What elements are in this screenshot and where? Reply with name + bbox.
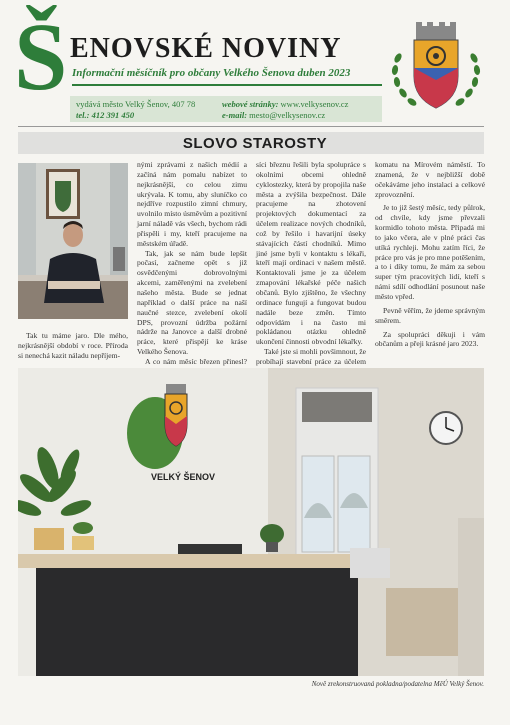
masthead-rule: [72, 84, 382, 86]
mayor-photo: [18, 163, 128, 319]
paragraph: Také jste si mohli povšimnout, že probíhají stavební práce za účelem: [256, 347, 366, 366]
article-column-3: [256, 160, 366, 377]
paragraph: komatu na Mírovém náměstí. To znamená, že v nejbližší době očekáváme jeho instalaci a celkové zprovoznění.: [375, 160, 485, 199]
office-interior-photo: [18, 368, 484, 676]
phone-label: tel.:: [76, 110, 90, 120]
paragraph: nými zprávami z našich médií a začíná nám pomalu nabízet to nejkrásnější, co celou zimu ukrývala. K tomu, aby sluníčko co nejdříve rozpustilo zimní chmury, uvolnilo místo úsměvům a pozitivní jarní náladě vás všech, bychom rádi přispěli i my, kteří pracujeme na městském úřadě.: [137, 160, 247, 248]
phone-number: 412 391 450: [91, 110, 135, 120]
article-column-4: [375, 160, 485, 349]
paragraph: A co nám měsíc březen přinesl?: [145, 356, 247, 366]
paragraph: Pevně věřím, že jdeme správným směrem.: [375, 305, 485, 325]
photo-caption: Nově zrekonstruovaná pokladna/podatelna MěÚ Velký Šenov.: [311, 680, 484, 688]
email-link[interactable]: mesto@velkysenov.cz: [249, 110, 326, 120]
publisher-line: vydává město Velký Šenov, 407 78: [76, 99, 196, 109]
paragraph: Za spolupráci děkuji i vám občanům a přeji krásné jaro 2023.: [375, 329, 485, 349]
article-column-2: [137, 160, 247, 377]
paragraph: Tak tu máme jaro. Dle mého, nejkrásnější období v roce. Příroda si nenechá kazit náladu nepříjem-: [18, 331, 128, 360]
paragraph: síci březnu řešili byla spolupráce s okolními obcemi ohledně cyklostezky, která by propojila naše města a zvýšila bezpečnost. Dále pracujeme na zhotovení projektových dokumentací za účelem realizace nových chodníků, což by řešilo i havarijní úseky stávajících částí chodníků. Mimo jiné jsme byli v kontaktu s lékaři, kteří mají ordinaci v našem městě. Kontaktovali jsme je za účelem zmapování lékařské péče našich občanů. Bylo zjištěno, že všechny ordinace fungují a fungovat budou nadále beze změn. Tímto odpovídám i na často mi pokládanou otázku ohledně ukončení činnosti obvodní lékařky.: [256, 160, 366, 347]
contact-info: [222, 99, 348, 121]
wall-sign-text: VELKÝ ŠENOV: [151, 472, 216, 482]
section-title: SLOVO STAROSTY: [182, 135, 328, 152]
paragraph: Tak, jak se nám bude lepšit počasí, začneme opět s již osvědčenými dobrovolnými akcemi, zaměřenými na zvelebení našeho města. Bude se jednat například o další práce na naší naučné stezce, zvelebení okolí DPS, provozní údržba požární nádrže na Janovce a další drobné práce, které přispějí ke kráse Velkého Šenova.: [137, 248, 247, 357]
masthead-title: ENOVSKÉ NOVINY: [70, 33, 342, 64]
masthead-subtitle: Informační měsíčník pro občany Velkého Šenova duben 2023: [72, 67, 351, 79]
web-label: webové stránky:: [222, 99, 279, 109]
masthead-big-letter: Š: [14, 3, 68, 110]
paragraph: Je to již šestý měsíc, tedy půlrok, od chvíle, kdy jsme převzali kormidlo tohoto města. Připadá mi to jako včera, ale v plné práci čas utíká rychleji. Mohu zatím říci, že práce pro vás je pro mne potěšením, a to i díky tomu, že mám za sebou super tým pracovitých lidí, kteří s námi sdílí odhodlání posunout naše město vpřed.: [375, 203, 485, 301]
email-label: e-mail:: [222, 110, 248, 120]
web-link[interactable]: www.velkysenov.cz: [280, 99, 349, 109]
publisher-info: [76, 99, 195, 121]
header-divider: [18, 126, 484, 127]
town-crest-icon: [386, 18, 486, 118]
article-column-1: [18, 331, 128, 361]
